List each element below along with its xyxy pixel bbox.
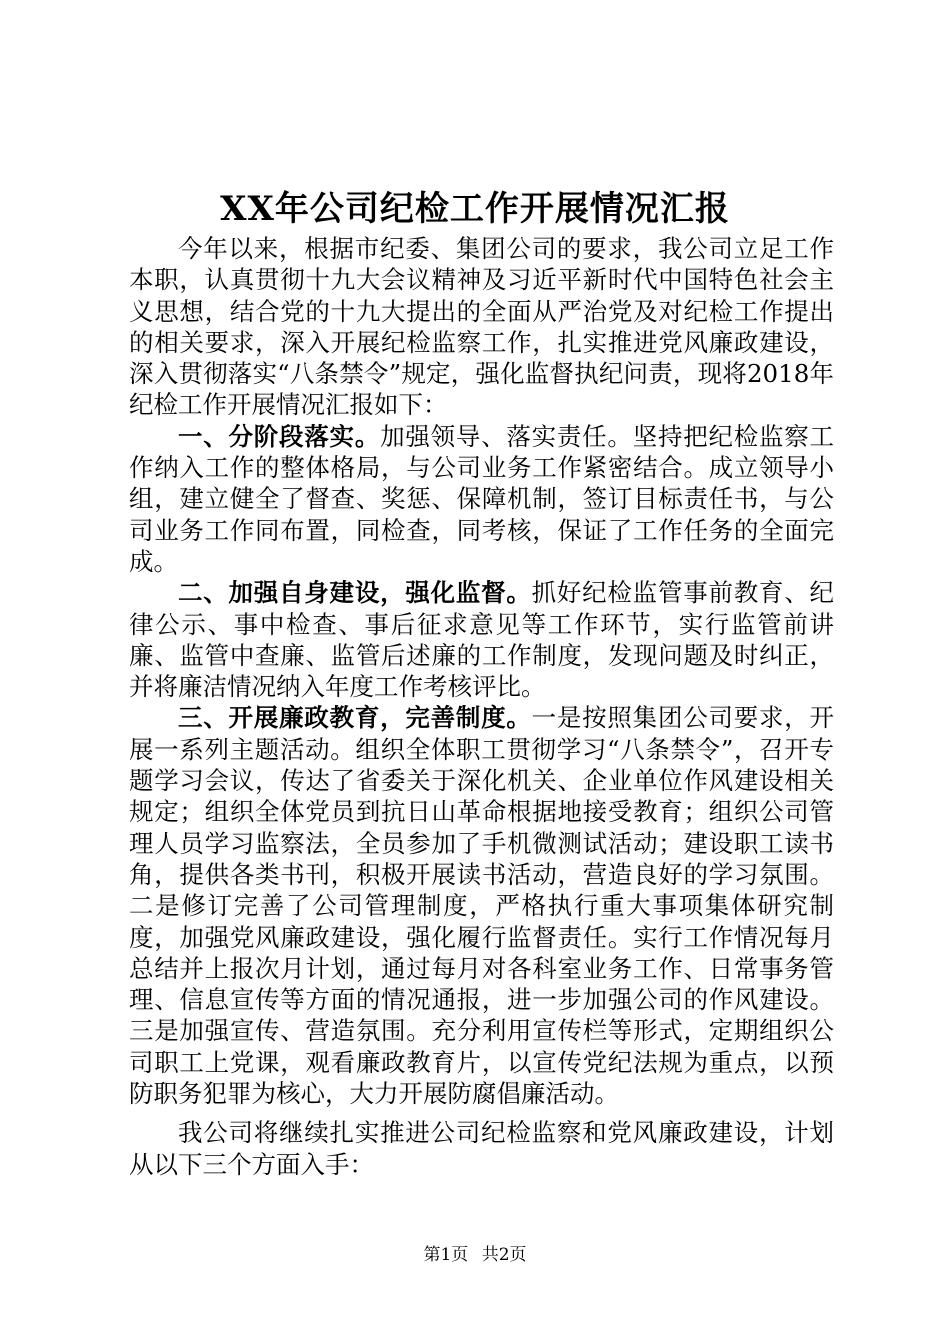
page-footer — [0, 1243, 950, 1267]
page-number: 第1页 — [423, 1245, 469, 1265]
section-paragraph-3 — [129, 702, 834, 1109]
intro-paragraph: 今年以来，根据市纪委、集团公司的要求，我公司立足工作本职，认真贯彻十九大会议精神及习近平新时代中国特色社会主义思想，结合党的十九大提出的全面从严治党及对纪检工作提出的相关要求，深入开展纪检监察工作，扎实推进党风廉政建设，深入贯彻落实“八条禁令”规定，强化监督执纪问责，现将2018年纪检工作开展情况汇报如下： — [129, 234, 834, 420]
section-heading-1: 一、分阶段落实。 — [178, 421, 381, 451]
section-text-1: 加强领导、落实责任。坚持把纪检监察工作纳入工作的整体格局，与公司业务工作紧密结合。成立领导小组，建立健全了督查、奖惩、保障机制，签订目标责任书，与公司业务工作同布置，同检查，同考核，保证了工作任务的全面完成。 — [129, 421, 835, 576]
section-paragraph-2 — [129, 577, 834, 702]
closing-paragraph: 我公司将继续扎实推进公司纪检监察和党风廉政建设，计划从以下三个方面入手： — [129, 1118, 834, 1179]
document-title: XX年公司纪检工作开展情况汇报 — [220, 189, 730, 229]
section-heading-3: 三、开展廉政教育，完善制度。 — [178, 703, 532, 733]
section-text-3: 一是按照集团公司要求，开展一系列主题活动。组织全体职工贯彻学习“八条禁令”，召开专题学习会议，传达了省委关于深化机关、企业单位作风建设相关规定；组织全体党员到抗日山革命根据地接受教育；组织公司管理人员学习监察法，全员参加了手机微测试活动；建设职工读书角，提供各类书刊，积极开展读书活动，营造良好的学习氛围。二是修订完善了公司管理制度，严格执行重大事项集体研究制度，加强党风廉政建设，强化履行监督责任。实行工作情况每月总结并上报次月计划，通过每月对各科室业务工作、日常事务管理、信息宣传等方面的情况通报，进一步加强公司的作风建设。三是加强宣传、营造氛围。充分利用宣传栏等形式，定期组织公司职工上党课，观看廉政教育片，以宣传党纪法规为重点，以预防职务犯罪为核心，大力开展防腐倡廉活动。 — [129, 703, 834, 1109]
document-body — [129, 233, 834, 1180]
section-heading-2: 二、加强自身建设，强化监督。 — [178, 578, 532, 608]
section-paragraph-1 — [129, 421, 834, 577]
page-total: 共2页 — [481, 1245, 527, 1265]
section-text-2: 抓好纪检监管事前教育、纪律公示、事中检查、事后征求意见等工作环节，实行监管前讲廉、监管中查廉、监管后述廉的工作制度，发现问题及时纠正，并将廉洁情况纳入年度工作考核评比。 — [129, 578, 834, 702]
